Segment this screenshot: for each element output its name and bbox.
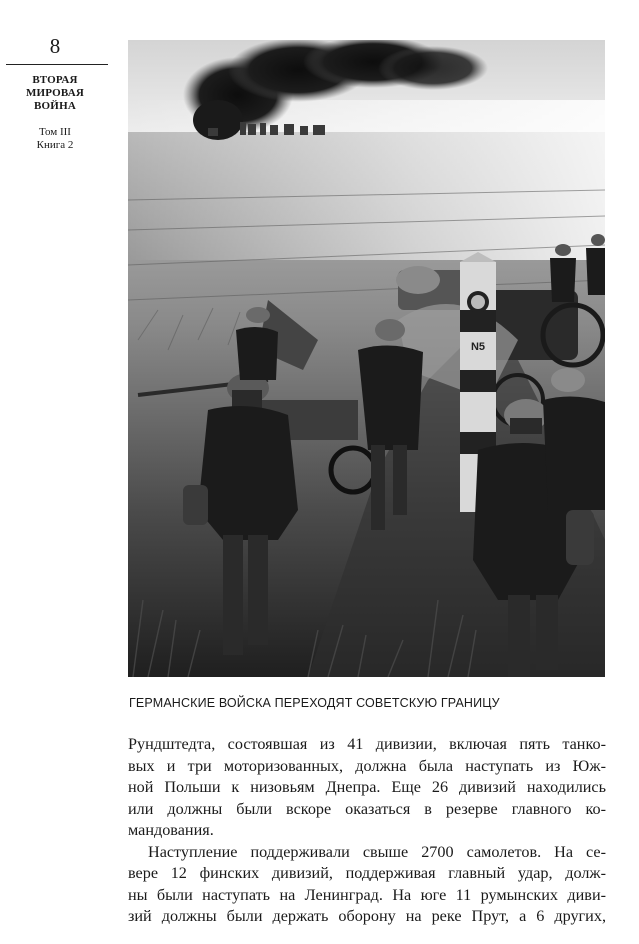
text-line: Наступление поддерживали свыше 2700 самолетов. На се- [148, 842, 606, 861]
page-number: 8 [49, 34, 61, 58]
war-photograph [128, 40, 605, 677]
body-text [128, 734, 606, 928]
series-title-line: ВОЙНА [34, 100, 76, 112]
series-title-line: МИРОВАЯ [25, 87, 85, 99]
text-line: вых и три моторизованных, должна была наступать из Юж- [128, 756, 606, 775]
text-line: мандования. [128, 821, 214, 839]
text-line: зий должны были держать оборону на реке Прут, а 6 других, [128, 907, 606, 925]
photo-caption: ГЕРМАНСКИЕ ВОЙСКА ПЕРЕХОДЯТ СОВЕТСКУЮ ГРАНИЦУ [129, 696, 500, 710]
text-line: Рундштедта, состоявшая из 41 дивизии, включая пять танко- [128, 735, 606, 753]
series-title-line: ВТОРАЯ [32, 74, 78, 86]
header-divider [6, 64, 108, 65]
text-line: вере 12 финских дивизий, поддерживая главный удар, долж- [128, 864, 606, 882]
book-label: Книга 2 [36, 139, 74, 151]
text-line: или должны были вскоре оказаться в резерве главного ко- [128, 799, 606, 818]
volume-label: Том III [39, 126, 71, 138]
text-line: ной Польши к низовьям Днепра. Еще 26 дивизий находились [128, 778, 606, 796]
series-title [0, 74, 110, 113]
volume-info [0, 126, 110, 152]
border-post-label: N5 [470, 341, 486, 353]
text-line: ны были наступать на Ленинград. На юге 11 румынских диви- [128, 885, 606, 904]
